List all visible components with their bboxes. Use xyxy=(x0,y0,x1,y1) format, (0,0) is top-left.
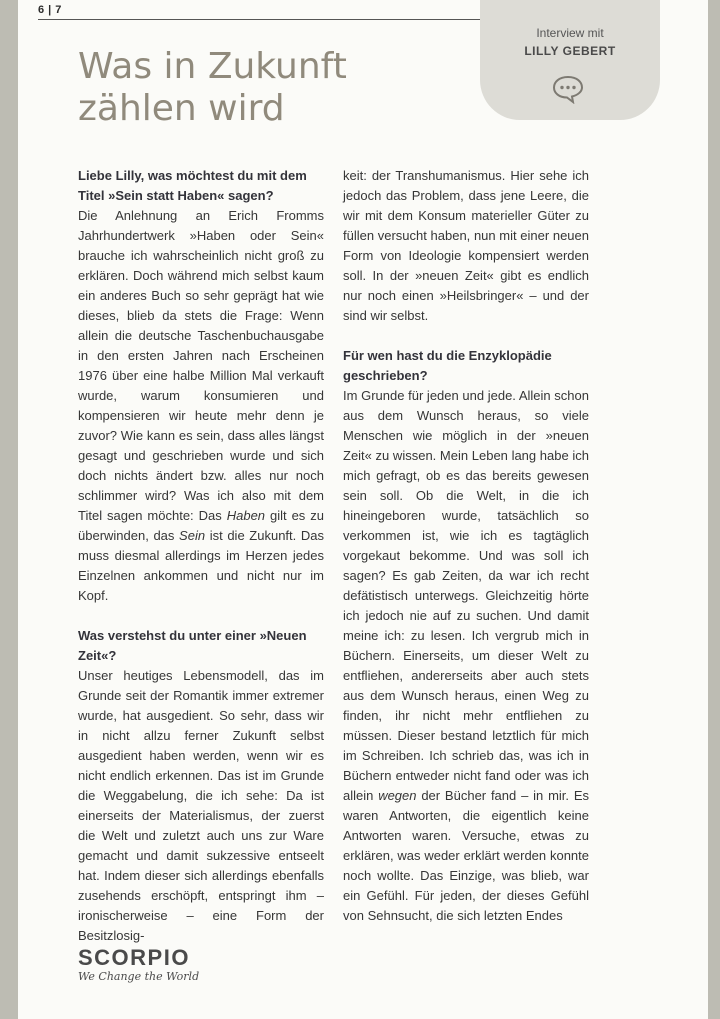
answer-2: Unser heutiges Lebensmodell, das im Grunde seit der Romantik immer extremer wurde, hat ausgedient. So sehr, dass wir in nicht allzu ferner Zukunft selbst ausgedient haben werden, wenn wir es nicht endlich erkennen. Das ist im Grunde die Weggabelung, die ich sehe: Da ist einerseits der Materialismus, der zuerst die Welt und zuletzt auch uns zur Ware gemacht und damit sukzessive entseelt hat. Indem dieser sich allerdings ebenfalls zusehends erschöpft, entspringt ihm – ironischerweise – eine Form der Besitzlosig- xyxy=(78,668,324,943)
question-1: Liebe Lilly, was möchtest du mit dem Titel »Sein statt Haben« sagen? xyxy=(78,168,307,203)
title-line-1: Was in Zukunft xyxy=(78,46,347,87)
logo-tagline: We Change the World xyxy=(78,970,200,983)
question-2: Was verstehst du unter einer »Neuen Zeit«? xyxy=(78,628,307,663)
magazine-page xyxy=(18,0,708,1019)
article-title xyxy=(78,46,347,130)
publisher-logo xyxy=(78,946,218,984)
logo-wordmark: SCORPIO xyxy=(78,945,190,970)
answer-1: Die Anlehnung an Erich Fromms Jahrhundertwerk »Haben oder Sein« brauche ich wahrscheinlich nicht groß zu erklären. Doch während mich selbst kaum ein anderes Buch so sehr geprägt hat wie dieses, blieb da stets die Frage: Wenn allein die deutsche Taschenbuchausgabe in den ersten Jahren nach Erscheinen 1976 über eine halbe Million Mal verkauft wurde, warum konsumieren und kompensieren wir heute mehr denn je zuvor? Wie kann es sein, dass alles längst gesagt und geschrieben wurde und sich doch nichts ändert bzw. alles nur noch schlimmer wird? Was ich also mit dem Titel sagen möchte: Das Haben gilt es zu überwinden, das Sein ist die Zukunft. Das muss diesmal allerdings im Herzen jedes Einzelnen ankommen und nicht nur im Kopf. xyxy=(78,208,324,603)
title-line-2: zählen wird xyxy=(78,88,285,129)
badge-label: Interview mit xyxy=(536,26,604,40)
answer-2-continued: keit: der Transhumanismus. Hier sehe ich jedoch das Problem, dass jene Leere, die wir mit dem Konsum materieller Güter zu füllen versucht haben, nun mit einer neuen Form von Ideologie kompensiert werden soll. In der »neuen Zeit« gibt es endlich nur noch einen »Heilsbringer« – und der sind wir selbst. xyxy=(343,168,589,323)
header-rule xyxy=(38,19,488,20)
question-3: Für wen hast du die Enzyklopädie geschrieben? xyxy=(343,348,552,383)
badge-author-name: LILLY GEBERT xyxy=(524,44,616,58)
speech-bubble-icon xyxy=(551,74,585,104)
answer-3: Im Grunde für jeden und jede. Allein schon aus dem Wunsch heraus, so viele Menschen wie möglich in der »neuen Zeit« zu wissen. Mein Leben lang habe ich mich gefragt, ob es das bereits gewesen sein soll. Ob die Welt, in die ich hineingeboren wurde, tatsächlich so verkommen ist, wie ich es tagtäglich vorgekaut bekomme. Und was soll ich sagen? Es gab Zeiten, da war ich recht defätistisch unterwegs. Gleichzeitig hörte ich jedoch nie auf zu suchen. Und damit meine ich: zu lesen. Ich vergrub mich in Büchern. Einerseits, um dieser Welt zu entfliehen, andererseits aber auch stets aus dem Wunsch heraus, einen Weg zu finden, ihr nicht mehr entfliehen zu müssen. Dieser bestand letztlich für mich im Schreiben. Ich schrieb das, was ich in Büchern entweder nicht fand oder was ich allein wegen der Bücher fand – in mir. Es waren Antworten, die eigentlich keine Antworten waren. Versuche, etwas zu erklären, was weder erklärt werden konnte noch wollte. Das Einzige, was blieb, war ein Gefühl. Für jeden, der dieses Gefühl von Sehnsucht, die sich letzten Endes xyxy=(343,388,589,923)
right-column xyxy=(343,166,589,926)
left-column xyxy=(78,166,324,946)
page-number: 6 | 7 xyxy=(38,4,62,16)
